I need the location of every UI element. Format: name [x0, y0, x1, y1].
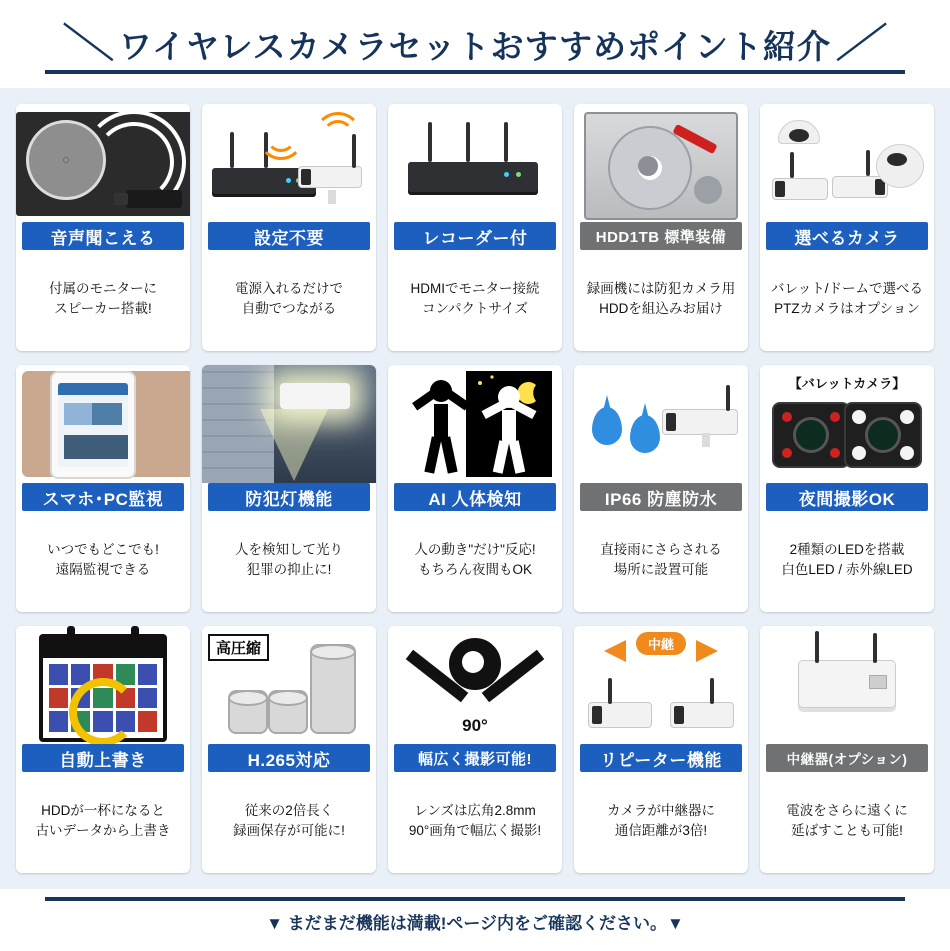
card-body-ip66	[574, 511, 748, 612]
card-line: スピーカー搭載!	[54, 300, 152, 316]
feature-card-overwrite[interactable]	[16, 626, 190, 873]
card-body-extender	[760, 772, 934, 873]
card-body-overwrite	[16, 772, 190, 873]
card-line: 人の動き"だけ"反応!	[414, 541, 536, 557]
monitor-speaker-image	[16, 104, 190, 222]
card-line: 自動でつながる	[241, 300, 337, 316]
card-body-remote-view	[16, 511, 190, 612]
card-body-wide-angle	[388, 772, 562, 873]
hard-disk-drive-image	[574, 104, 748, 222]
feature-card-camera-choice[interactable]	[760, 104, 934, 351]
card-title-audio: 音声聞こえる	[22, 222, 184, 250]
range-extender-image	[760, 626, 934, 744]
card-title-ai-detect: AI 人体検知	[394, 483, 556, 511]
footer-divider	[45, 897, 905, 901]
card-line: 白色LED / 赤外線LED	[781, 561, 913, 577]
card-line: 録画保存が可能に!	[233, 822, 345, 838]
calendar-loop-image	[16, 626, 190, 744]
card-line: バレット/ドームで選べる	[770, 280, 924, 296]
card-body-h265	[202, 772, 376, 873]
card-line: もちろん夜間もOK	[417, 561, 532, 577]
card-title-extender: 中継器(オプション)	[766, 744, 928, 772]
slash-left-decoration: ＼	[61, 22, 117, 66]
page-header	[0, 0, 950, 88]
card-title-security-light: 防犯灯機能	[208, 483, 370, 511]
card-body-repeater	[574, 772, 748, 873]
card-line: コンパクトサイズ	[422, 300, 528, 316]
card-title-repeater: リピーター機能	[580, 744, 742, 772]
nvr-wifi-camera-image	[202, 104, 376, 222]
nvr-recorder-image	[388, 104, 562, 222]
card-title-h265: H.265対応	[208, 744, 370, 772]
feature-card-h265[interactable]	[202, 626, 376, 873]
card-line: 電源入れるだけで	[235, 280, 343, 296]
security-light-image	[202, 365, 376, 483]
card-body-security-light	[202, 511, 376, 612]
card-line: 90°画角で幅広く撮影!	[408, 822, 542, 838]
card-line: 録画機には防犯カメラ用	[586, 280, 736, 296]
card-body-ai-detect	[388, 511, 562, 612]
card-line: 従来の2倍長く	[244, 802, 334, 818]
card-title-hdd: HDD1TB 標準装備	[580, 222, 742, 250]
header-divider	[45, 70, 905, 74]
card-line: 犯罪の抑止に!	[246, 561, 332, 577]
feature-card-ai-detect[interactable]	[388, 365, 562, 612]
card-line: レンズは広角2.8mm	[414, 802, 536, 818]
angle-badge: 90°	[462, 716, 488, 735]
feature-card-extender[interactable]	[760, 626, 934, 873]
footer-note: ▼ まだまだ機能は満載!ページ内をご確認ください。▼	[266, 914, 684, 933]
card-line: 古いデータから上書き	[35, 822, 171, 838]
card-title-remote-view: スマホ･PC監視	[22, 483, 184, 511]
card-line: 延ばすことも可能!	[791, 822, 903, 838]
card-title-overwrite: 自動上書き	[22, 744, 184, 772]
card-line: カメラが中継器に	[607, 802, 715, 818]
card-line: 遠隔監視できる	[55, 561, 151, 577]
card-body-audio	[16, 250, 190, 351]
card-line: 人を検知して光り	[235, 541, 343, 557]
feature-card-no-setup[interactable]	[202, 104, 376, 351]
compression-cylinders-image	[202, 626, 376, 744]
card-title-recorder: レコーダー付	[394, 222, 556, 250]
rain-waterproof-camera-image	[574, 365, 748, 483]
relay-badge: 中継	[636, 632, 686, 655]
compression-badge: 高圧縮	[208, 634, 269, 661]
feature-card-hdd[interactable]	[574, 104, 748, 351]
bullet-camera-leds-image	[760, 365, 934, 483]
smartphone-in-hand-image	[16, 365, 190, 483]
card-line: 2種類のLEDを搭載	[789, 541, 905, 557]
card-line: HDMIでモニター接続	[410, 280, 540, 296]
person-night-icon	[466, 371, 552, 477]
page-title: ワイヤレスカメラセットおすすめポイント紹介	[118, 27, 832, 65]
feature-card-repeater[interactable]	[574, 626, 748, 873]
feature-card-ip66[interactable]	[574, 365, 748, 612]
card-line: HDDを組込みお届け	[599, 300, 723, 316]
card-title-night-vision: 夜間撮影OK	[766, 483, 928, 511]
slash-right-decoration: ／	[833, 22, 889, 66]
card-line: 付属のモニターに	[49, 280, 157, 296]
card-line: いつでもどこでも!	[47, 541, 159, 557]
card-title-camera-choice: 選べるカメラ	[766, 222, 928, 250]
card-line: PTZカメラはオプション	[774, 300, 920, 316]
repeater-cameras-image	[574, 626, 748, 744]
feature-card-audio[interactable]	[16, 104, 190, 351]
page-footer	[0, 889, 950, 951]
card-line: HDDが一杯になると	[41, 802, 165, 818]
bullet-camera-caption: 【バレットカメラ】	[788, 375, 906, 391]
feature-card-night-vision[interactable]	[760, 365, 934, 612]
feature-card-security-light[interactable]	[202, 365, 376, 612]
camera-lineup-image	[760, 104, 934, 222]
card-body-camera-choice	[760, 250, 934, 351]
feature-card-wide-angle[interactable]	[388, 626, 562, 873]
card-body-no-setup	[202, 250, 376, 351]
card-line: 通信距離が3倍!	[614, 822, 708, 838]
card-body-hdd	[574, 250, 748, 351]
card-line: 直接雨にさらされる	[600, 541, 722, 557]
wide-angle-lens-image	[388, 626, 562, 744]
card-title-no-setup: 設定不要	[208, 222, 370, 250]
card-title-wide-angle: 幅広く撮影可能!	[394, 744, 556, 772]
card-line: 場所に設置可能	[613, 561, 709, 577]
card-title-ip66: IP66 防塵防水	[580, 483, 742, 511]
human-detection-image	[388, 365, 562, 483]
card-body-recorder	[388, 250, 562, 351]
card-line: 電波をさらに遠くに	[786, 802, 908, 818]
feature-card-recorder[interactable]	[388, 104, 562, 351]
feature-grid	[0, 88, 950, 873]
card-body-night-vision	[760, 511, 934, 612]
feature-card-remote-view[interactable]	[16, 365, 190, 612]
